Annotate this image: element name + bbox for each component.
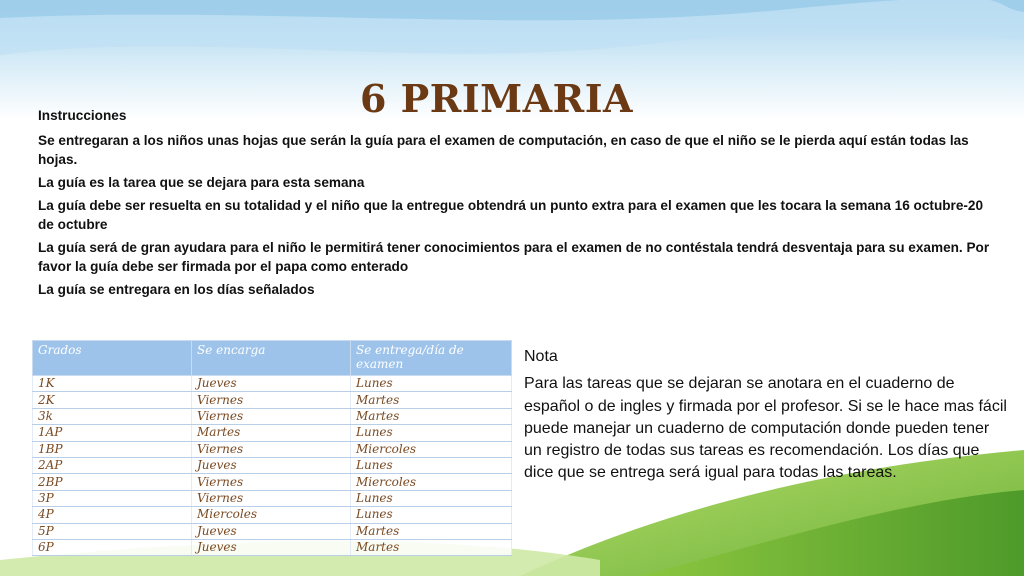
note-body: Para las tareas que se dejaran se anotara en el cuaderno de español o de ingles y firmada por el profesor. Si se le hace mas fácil puede manejar un cuaderno de computación donde pueden tener un registro de todas sus tareas es recomendación. Los días que dice que se entrega será igual para todas las tareas. <box>524 375 1007 482</box>
due-day-cell: Martes <box>351 392 512 408</box>
assigned-day-cell: Jueves <box>192 376 351 392</box>
grade-cell: 2AP <box>33 457 192 473</box>
assigned-day-cell: Viernes <box>192 441 351 457</box>
table-row <box>33 474 512 490</box>
due-day-cell: Lunes <box>351 425 512 441</box>
assigned-day-cell: Viernes <box>192 408 351 424</box>
due-day-cell: Miercoles <box>351 441 512 457</box>
due-day-cell: Lunes <box>351 376 512 392</box>
assigned-day-cell: Viernes <box>192 392 351 408</box>
assigned-day-cell: Viernes <box>192 490 351 506</box>
column-header-grados: Grados <box>33 341 192 376</box>
instructions-paragraph: La guía es la tarea que se dejara para esta semana <box>38 175 365 190</box>
page-title: 6 PRIMARIA <box>360 76 633 121</box>
table-row <box>33 539 512 555</box>
grade-cell: 1BP <box>33 441 192 457</box>
grade-cell: 4P <box>33 507 192 523</box>
table-row <box>33 376 512 392</box>
grade-cell: 3k <box>33 408 192 424</box>
table-row <box>33 425 512 441</box>
grade-cell: 1AP <box>33 425 192 441</box>
table-row <box>33 523 512 539</box>
grade-cell: 2BP <box>33 474 192 490</box>
column-header-se-encarga: Se encarga <box>192 341 351 376</box>
table-header-row <box>33 341 512 376</box>
instructions-paragraph: La guía será de gran ayudara para el niño le permitirá tener conocimientos para el examen de no contéstala tendrá desventaja para su examen. Por favor la guía debe ser firmada por el papa como enterado <box>38 240 990 274</box>
instructions-block <box>38 106 998 303</box>
schedule-table <box>32 340 512 556</box>
assigned-day-cell: Jueves <box>192 539 351 555</box>
assigned-day-cell: Martes <box>192 425 351 441</box>
table-row <box>33 392 512 408</box>
instructions-paragraph: La guía se entregara en los días señalados <box>38 282 315 297</box>
assigned-day-cell: Viernes <box>192 474 351 490</box>
due-day-cell: Lunes <box>351 507 512 523</box>
table-row <box>33 441 512 457</box>
due-day-cell: Miercoles <box>351 474 512 490</box>
table-row <box>33 408 512 424</box>
instructions-paragraph: La guía debe ser resuelta en su totalidad y el niño que la entregue obtendrá un punto extra para el examen que les tocara la semana 16 octubre-20 de octubre <box>38 198 984 232</box>
due-day-cell: Lunes <box>351 490 512 506</box>
table-row <box>33 490 512 506</box>
grade-cell: 3P <box>33 490 192 506</box>
instructions-heading: Instrucciones <box>38 108 127 123</box>
grade-cell: 1K <box>33 376 192 392</box>
note-block <box>524 346 1010 485</box>
due-day-cell: Martes <box>351 539 512 555</box>
note-title: Nota <box>524 348 558 365</box>
grade-cell: 5P <box>33 523 192 539</box>
due-day-cell: Martes <box>351 523 512 539</box>
column-header-se-entrega: Se entrega/día de examen <box>351 341 512 376</box>
instructions-paragraph: Se entregaran a los niños unas hojas que serán la guía para el examen de computación, en caso de que el niño se le pierda aquí están todas las hojas. <box>38 133 969 167</box>
grade-cell: 6P <box>33 539 192 555</box>
table-row <box>33 457 512 473</box>
due-day-cell: Lunes <box>351 457 512 473</box>
assigned-day-cell: Jueves <box>192 457 351 473</box>
assigned-day-cell: Miercoles <box>192 507 351 523</box>
due-day-cell: Martes <box>351 408 512 424</box>
table-row <box>33 507 512 523</box>
grade-cell: 2K <box>33 392 192 408</box>
assigned-day-cell: Jueves <box>192 523 351 539</box>
